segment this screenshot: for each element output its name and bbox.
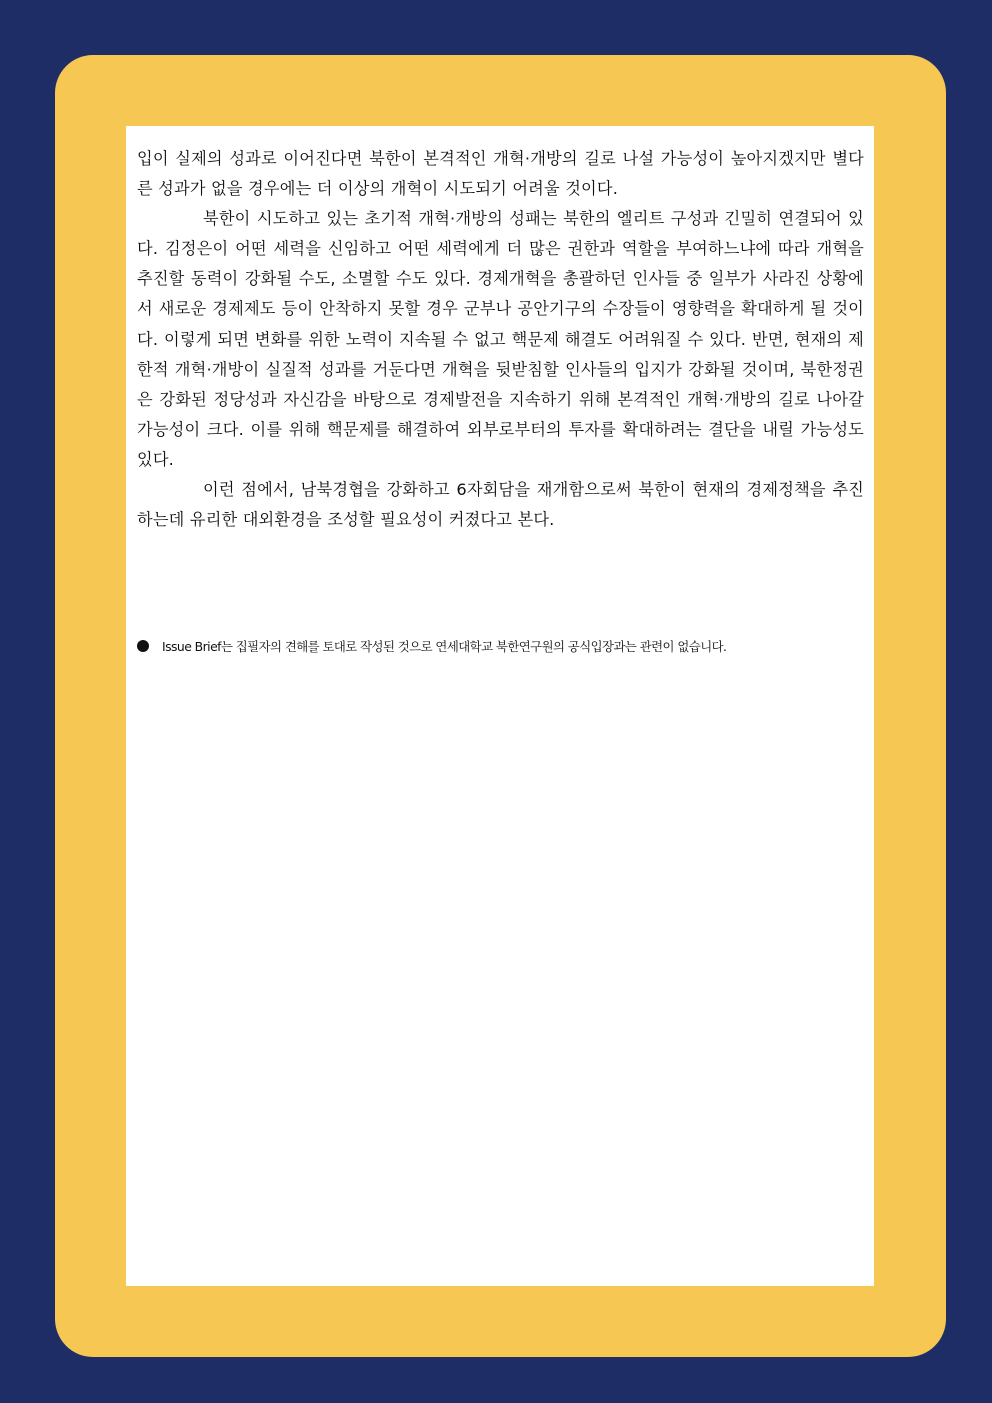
paragraph-continued: 입이 실제의 성과로 이어진다면 북한이 본격적인 개혁·개방의 길로 나설 가능성이 높아지겠지만 별다른 성과가 없을 경우에는 더 이상의 개혁이 시도되기 어려울 것이다.	[137, 149, 864, 199]
paragraph-conclusion: 이런 점에서, 남북경협을 강화하고 6자회담을 재개함으로써 북한이 현재의 경제정책을 추진하는데 유리한 대외환경을 조성할 필요성이 커졌다고 본다.	[137, 480, 864, 530]
disclaimer-note	[137, 634, 867, 658]
disclaimer-text: Issue Brief는 집필자의 견해를 토대로 작성된 것으로 연세대학교 북한연구원의 공식입장과는 관련이 없습니다.	[162, 639, 727, 654]
bullet-icon	[137, 640, 149, 652]
body-text	[137, 144, 864, 535]
paragraph-reform-elite: 북한이 시도하고 있는 초기적 개혁·개방의 성패는 북한의 엘리트 구성과 긴밀히 연결되어 있다. 김정은이 어떤 세력을 신임하고 어떤 세력에게 더 많은 권한과 역할을 부여하느냐에 따라 개혁을 추진할 동력이 강화될 수도, 소멸할 수도 있다. 경제개혁을 총괄하던 인사들 중 일부가 사라진 상황에서 새로운 경제제도 등이 안착하지 못할 경우 군부나 공안기구의 수장들이 영향력을 확대하게 될 것이다. 이렇게 되면 변화를 위한 노력이 지속될 수 없고 핵문제 해결도 어려워질 수 있다. 반면, 현재의 제한적 개혁·개방이 실질적 성과를 거둔다면 개혁을 뒷받침할 인사들의 입지가 강화될 것이며, 북한정권은 강화된 정당성과 자신감을 바탕으로 경제발전을 지속하기 위해 본격적인 개혁·개방의 길로 나아갈 가능성이 크다. 이를 위해 핵문제를 해결하여 외부로부터의 투자를 확대하려는 결단을 내릴 가능성도 있다.	[137, 209, 864, 469]
